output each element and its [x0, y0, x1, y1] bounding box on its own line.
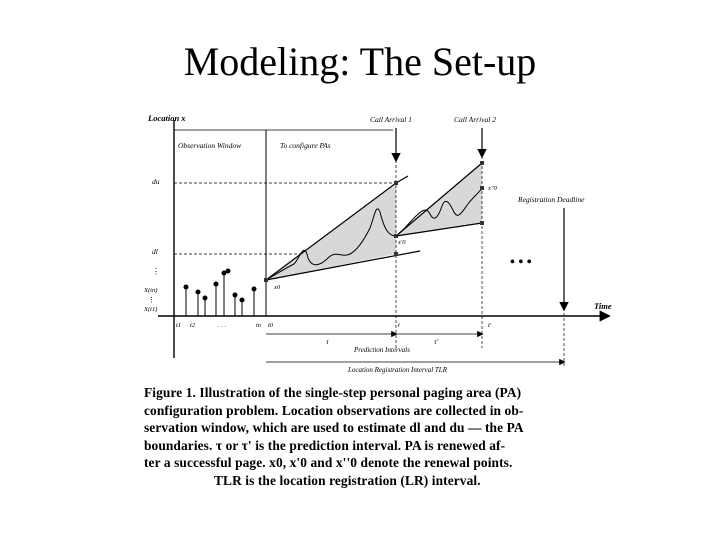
caption-line-4: boundaries. τ or τ' is the prediction interval. PA is renewed af- — [144, 437, 506, 453]
observation-samples — [184, 269, 256, 316]
x0-prime-label: x'0 — [398, 239, 406, 246]
tick-t1: t1 — [176, 322, 182, 329]
caption-line-3: servation window, which are used to estimate dl and du — the PA — [144, 420, 524, 436]
pa-setup-diagram — [138, 108, 618, 380]
axis-y-label: Location x — [148, 113, 186, 123]
tau-prime-label: τ' — [434, 337, 439, 346]
tau-label: τ — [326, 337, 329, 346]
tick-tn: tn — [256, 322, 262, 329]
tick-t2: t2 — [190, 322, 196, 329]
tick-t0: t0 — [268, 322, 274, 329]
x-tn-label: X(tn) — [144, 287, 158, 294]
continuation-dots: • • • — [510, 255, 532, 270]
x0-label: x0 — [274, 284, 281, 291]
caption-line-6: TLR is the location registration (LR) interval. — [214, 472, 481, 488]
prediction-intervals-label: Prediction Intervals — [354, 346, 410, 354]
caption-line-1: Figure 1. Illustration of the single-step personal paging area (PA) — [144, 385, 522, 400]
y-dots-2: ⋮ — [148, 296, 155, 304]
dl-label: dl — [152, 247, 158, 256]
tick-t-prime: t' — [488, 322, 492, 329]
call-arrival-2-label: Call Arrival 2 — [454, 115, 496, 124]
y-dots: ⋮ — [152, 267, 160, 276]
du-label: du — [152, 177, 160, 186]
observation-window-label: Observation Window — [178, 141, 242, 150]
caption-line-2: configuration problem. Location observations are collected in ob- — [144, 402, 524, 418]
slide-title: Modeling: The Set-up — [183, 39, 537, 84]
configure-pas-label: To configure PAs — [280, 141, 331, 150]
figure-caption — [144, 384, 614, 490]
x-t1-label: X(t1) — [144, 306, 158, 313]
x0-double-prime-label: x''0 — [488, 185, 497, 192]
tick-dots: . . . — [218, 322, 227, 329]
lr-interval-label: Location Registration Interval TLR — [348, 366, 447, 374]
tick-t: t — [398, 322, 400, 329]
caption-line-5: ter a successful page. x0, x'0 and x''0 denote the renewal points. — [144, 455, 513, 471]
call-arrival-1-label: Call Arrival 1 — [370, 115, 412, 124]
registration-deadline-label: Registration Deadline — [518, 195, 585, 204]
axis-x-label: Time — [594, 301, 612, 311]
